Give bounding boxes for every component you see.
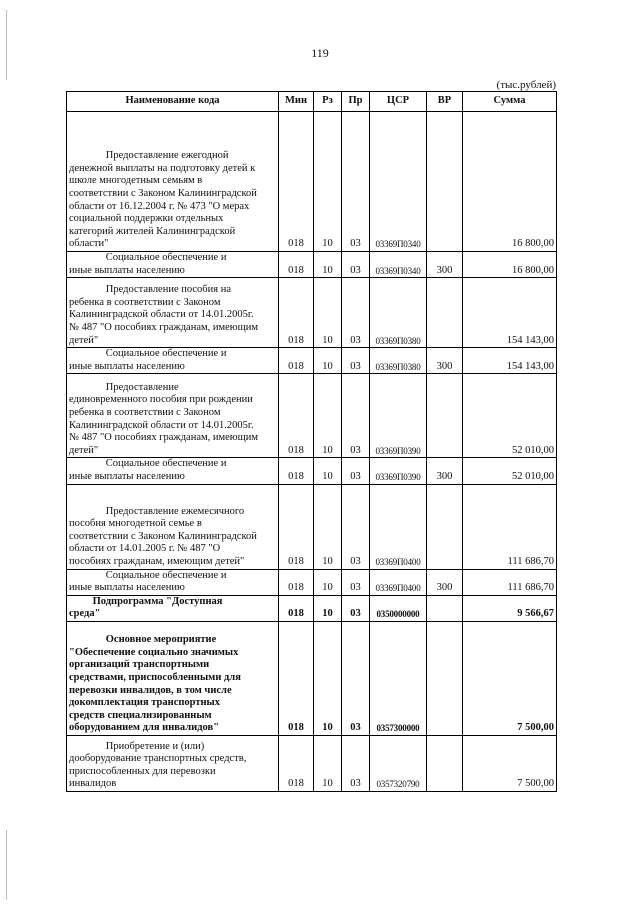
row-pr-cell: 03 bbox=[342, 735, 370, 791]
row-csr-cell: 03369П0340 bbox=[370, 112, 427, 252]
row-name-cell: Подпрограмма "Доступная среда" bbox=[67, 595, 279, 621]
row-csr-cell: 03369П0390 bbox=[370, 458, 427, 484]
row-rz-cell: 10 bbox=[314, 348, 342, 374]
table-row bbox=[67, 278, 557, 348]
row-rz-cell: 10 bbox=[314, 569, 342, 595]
row-rz-cell: 10 bbox=[314, 484, 342, 569]
table-row bbox=[67, 621, 557, 735]
row-vr-cell bbox=[427, 621, 463, 735]
row-sum-cell: 154 143,00 bbox=[463, 348, 557, 374]
row-pr-cell: 03 bbox=[342, 595, 370, 621]
binder-mark-bottom bbox=[6, 830, 7, 900]
row-csr-cell: 03369П0400 bbox=[370, 569, 427, 595]
row-csr-cell: 0357320790 bbox=[370, 735, 427, 791]
row-min-cell: 018 bbox=[279, 621, 314, 735]
table-row bbox=[67, 595, 557, 621]
row-min-cell: 018 bbox=[279, 112, 314, 252]
row-vr-cell bbox=[427, 735, 463, 791]
header-pr: Пр bbox=[342, 92, 370, 112]
row-sum-cell: 111 686,70 bbox=[463, 569, 557, 595]
row-pr-cell: 03 bbox=[342, 458, 370, 484]
table-row bbox=[67, 252, 557, 278]
row-sum-cell: 7 500,00 bbox=[463, 621, 557, 735]
row-min-cell: 018 bbox=[279, 484, 314, 569]
row-csr-cell: 03369П0400 bbox=[370, 484, 427, 569]
row-sum-cell: 7 500,00 bbox=[463, 735, 557, 791]
row-sum-cell: 52 010,00 bbox=[463, 374, 557, 458]
table-row bbox=[67, 484, 557, 569]
row-name-cell: Социальное обеспечение и иные выплаты населению bbox=[67, 458, 279, 484]
table-header-row bbox=[67, 92, 557, 112]
row-rz-cell: 10 bbox=[314, 458, 342, 484]
row-csr-cell: 03369П0340 bbox=[370, 252, 427, 278]
header-min: Мин bbox=[279, 92, 314, 112]
row-csr-cell: 03369П0380 bbox=[370, 278, 427, 348]
page-number: 119 bbox=[311, 46, 329, 60]
row-vr-cell bbox=[427, 484, 463, 569]
row-min-cell: 018 bbox=[279, 595, 314, 621]
row-name-cell: Социальное обеспечение и иные выплаты населению bbox=[67, 348, 279, 374]
row-min-cell: 018 bbox=[279, 252, 314, 278]
row-name-cell: Предоставление единовременного пособия при рождении ребенка в соответствии с Законом Калининградской области от 14.01.2005г. № 487 "О пособиях гражданам, имеющим детей" bbox=[67, 374, 279, 458]
row-sum-cell: 111 686,70 bbox=[463, 484, 557, 569]
table-row bbox=[67, 569, 557, 595]
header-sum: Сумма bbox=[463, 92, 557, 112]
row-sum-cell: 154 143,00 bbox=[463, 278, 557, 348]
row-pr-cell: 03 bbox=[342, 621, 370, 735]
row-rz-cell: 10 bbox=[314, 252, 342, 278]
header-rz: Рз bbox=[314, 92, 342, 112]
row-csr-cell: 0357300000 bbox=[370, 621, 427, 735]
table-row bbox=[67, 374, 557, 458]
row-rz-cell: 10 bbox=[314, 735, 342, 791]
table-row bbox=[67, 112, 557, 252]
row-vr-cell bbox=[427, 374, 463, 458]
header-csr: ЦСР bbox=[370, 92, 427, 112]
header-vr: ВР bbox=[427, 92, 463, 112]
row-pr-cell: 03 bbox=[342, 252, 370, 278]
row-pr-cell: 03 bbox=[342, 374, 370, 458]
row-vr-cell: 300 bbox=[427, 458, 463, 484]
row-sum-cell: 16 800,00 bbox=[463, 112, 557, 252]
row-vr-cell bbox=[427, 278, 463, 348]
row-sum-cell: 52 010,00 bbox=[463, 458, 557, 484]
row-name-cell: Предоставление ежегодной денежной выплаты на подготовку детей к школе многодетным семьям в соответствии с Законом Калининградской области от 16.12.2004 г. № 473 "О мерах социальной поддержки отдельных категорий жителей Калининградской области" bbox=[67, 112, 279, 252]
row-sum-cell: 9 566,67 bbox=[463, 595, 557, 621]
row-vr-cell: 300 bbox=[427, 569, 463, 595]
row-csr-cell: 03369П0390 bbox=[370, 374, 427, 458]
row-sum-cell: 16 800,00 bbox=[463, 252, 557, 278]
row-pr-cell: 03 bbox=[342, 484, 370, 569]
row-rz-cell: 10 bbox=[314, 621, 342, 735]
row-rz-cell: 10 bbox=[314, 112, 342, 252]
row-pr-cell: 03 bbox=[342, 112, 370, 252]
row-rz-cell: 10 bbox=[314, 374, 342, 458]
row-name-cell: Предоставление пособия на ребенка в соответствии с Законом Калининградской области от 14.01.2005г. № 487 "О пособиях гражданам, имеющим детей" bbox=[67, 278, 279, 348]
row-min-cell: 018 bbox=[279, 735, 314, 791]
row-vr-cell bbox=[427, 112, 463, 252]
row-pr-cell: 03 bbox=[342, 569, 370, 595]
budget-table bbox=[66, 91, 557, 792]
row-name-cell: Основное мероприятие "Обеспечение социально значимых организаций транспортными средствами, приспособленными для перевозки инвалидов, в том числе докомплектация транспортных средств специализированным оборудованием для инвалидов" bbox=[67, 621, 279, 735]
row-min-cell: 018 bbox=[279, 374, 314, 458]
row-min-cell: 018 bbox=[279, 348, 314, 374]
row-pr-cell: 03 bbox=[342, 348, 370, 374]
row-name-cell: Приобретение и (или) дооборудование транспортных средств, приспособленных для перевозки инвалидов bbox=[67, 735, 279, 791]
table-row bbox=[67, 348, 557, 374]
row-vr-cell bbox=[427, 595, 463, 621]
table-row bbox=[67, 735, 557, 791]
binder-mark-top bbox=[6, 10, 7, 80]
row-pr-cell: 03 bbox=[342, 278, 370, 348]
row-min-cell: 018 bbox=[279, 458, 314, 484]
row-vr-cell: 300 bbox=[427, 252, 463, 278]
row-csr-cell: 0350000000 bbox=[370, 595, 427, 621]
row-rz-cell: 10 bbox=[314, 278, 342, 348]
table-row bbox=[67, 458, 557, 484]
row-name-cell: Социальное обеспечение и иные выплаты населению bbox=[67, 569, 279, 595]
row-min-cell: 018 bbox=[279, 278, 314, 348]
row-rz-cell: 10 bbox=[314, 595, 342, 621]
row-vr-cell: 300 bbox=[427, 348, 463, 374]
row-name-cell: Предоставление ежемесячного пособия многодетной семье в соответствии с Законом Калининградской области от 14.01.2005 г. № 487 "О пособиях гражданам, имеющим детей" bbox=[67, 484, 279, 569]
header-name: Наименование кода bbox=[67, 92, 279, 112]
row-name-cell: Социальное обеспечение и иные выплаты населению bbox=[67, 252, 279, 278]
row-csr-cell: 03369П0380 bbox=[370, 348, 427, 374]
row-min-cell: 018 bbox=[279, 569, 314, 595]
units-label: (тыс.рублей) bbox=[496, 79, 556, 91]
